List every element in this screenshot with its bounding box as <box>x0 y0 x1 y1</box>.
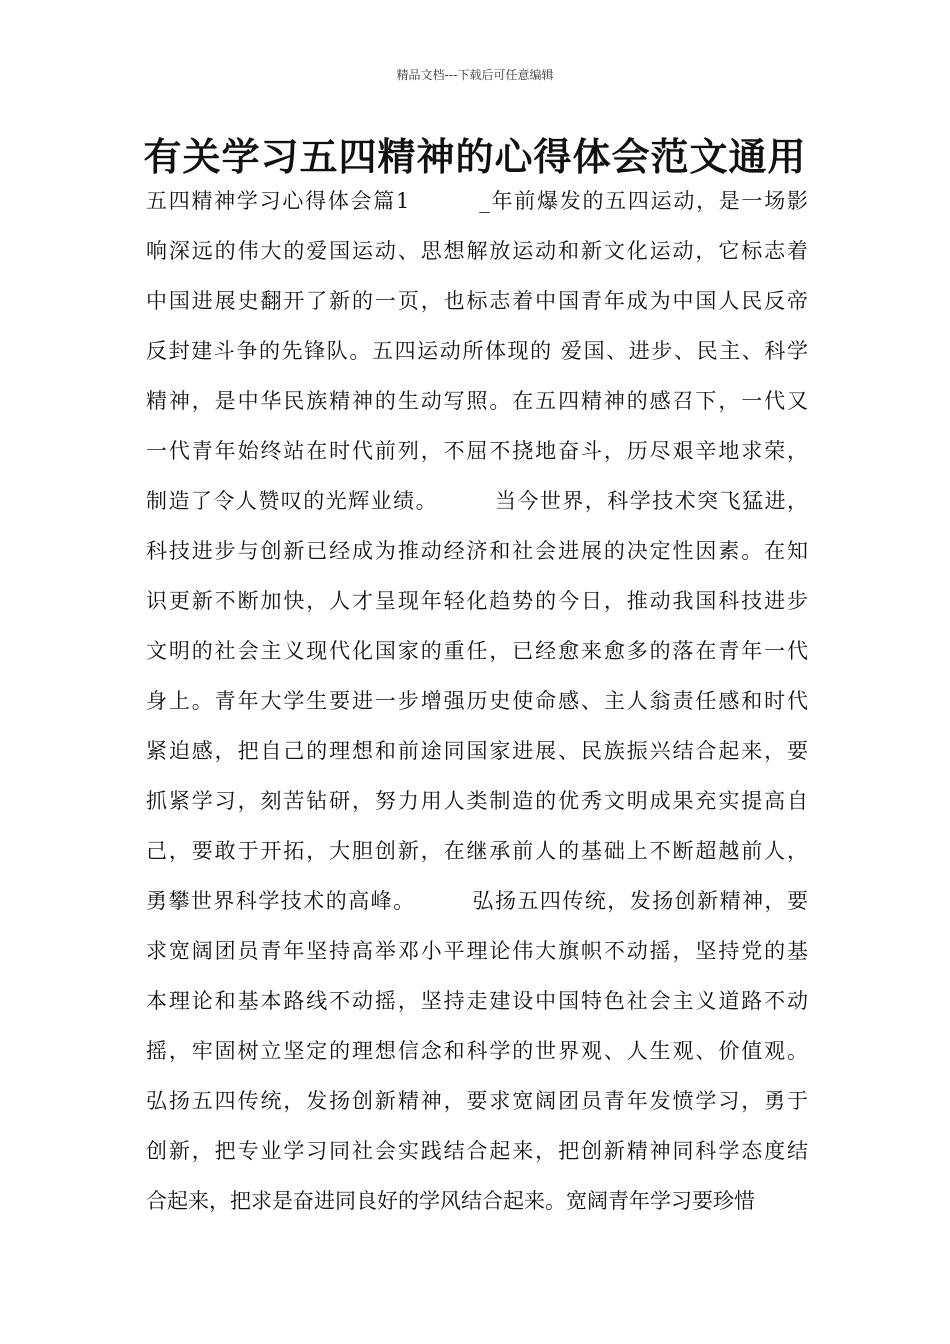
text-line: 本理论和基本路线不动摇，坚持走建设中国特色社会主义道路不动 <box>146 989 808 1013</box>
text-line: 文明的社会主义现代化国家的重任，已经愈来愈多的落在青年一代 <box>146 639 808 663</box>
text-line: 弘扬五四传统，发扬创新精神，要求宽阔团员青年发愤学习，勇于 <box>146 1089 808 1113</box>
text-line: 抓紧学习，刻苦钻研，努力用人类制造的优秀文明成果充实提高自 <box>146 789 808 813</box>
text-line: 求宽阔团员青年坚持高举邓小平理论伟大旗帜不动摇，坚持党的基 <box>146 939 808 963</box>
text-line: 反封建斗争的先锋队。五四运动所体现的 爱国、进步、民主、科学 <box>146 339 808 363</box>
text-line: 身上。青年大学生要进一步增强历史使命感、主人翁责任感和时代 <box>146 689 808 713</box>
text-line: 科技进步与创新已经成为推动经济和社会进展的决定性因素。在知 <box>146 539 808 563</box>
text-line: 制造了令人赞叹的光辉业绩。 当今世界，科学技术突飞猛进， <box>146 489 808 513</box>
text-line: 勇攀世界科学技术的高峰。 弘扬五四传统，发扬创新精神，要 <box>146 889 808 913</box>
text-line: 五四精神学习心得体会篇1 _年前爆发的五四运动，是一场影 <box>146 189 808 213</box>
text-line: 响深远的伟大的爱国运动、思想解放运动和新文化运动，它标志着 <box>146 239 808 263</box>
text-line: 己，要敢于开拓，大胆创新，在继承前人的基础上不断超越前人， <box>146 839 808 863</box>
header-note: 精品文档---下载后可任意编辑 <box>396 68 554 82</box>
text-line: 摇，牢固树立坚定的理想信念和科学的世界观、人生观、价值观。 <box>146 1039 808 1063</box>
text-line: 精神，是中华民族精神的生动写照。在五四精神的感召下，一代又 <box>146 389 808 413</box>
document-title: 有关学习五四精神的心得体会范文通用 <box>143 135 807 179</box>
body-text <box>146 176 808 1226</box>
text-line: 合起来，把求是奋进同良好的学风结合起来。宽阔青年学习要珍惜 <box>146 1189 755 1213</box>
text-line: 识更新不断加快，人才呈现年轻化趋势的今日，推动我国科技进步 <box>146 589 808 613</box>
text-line: 紧迫感，把自己的理想和前途同国家进展、民族振兴结合起来，要 <box>146 739 808 763</box>
text-line: 一代青年始终站在时代前列，不屈不挠地奋斗，历尽艰辛地求荣， <box>146 439 808 463</box>
text-line: 创新，把专业学习同社会实践结合起来，把创新精神同科学态度结 <box>146 1139 808 1163</box>
text-line: 中国进展史翻开了新的一页，也标志着中国青年成为中国人民反帝 <box>146 289 808 313</box>
